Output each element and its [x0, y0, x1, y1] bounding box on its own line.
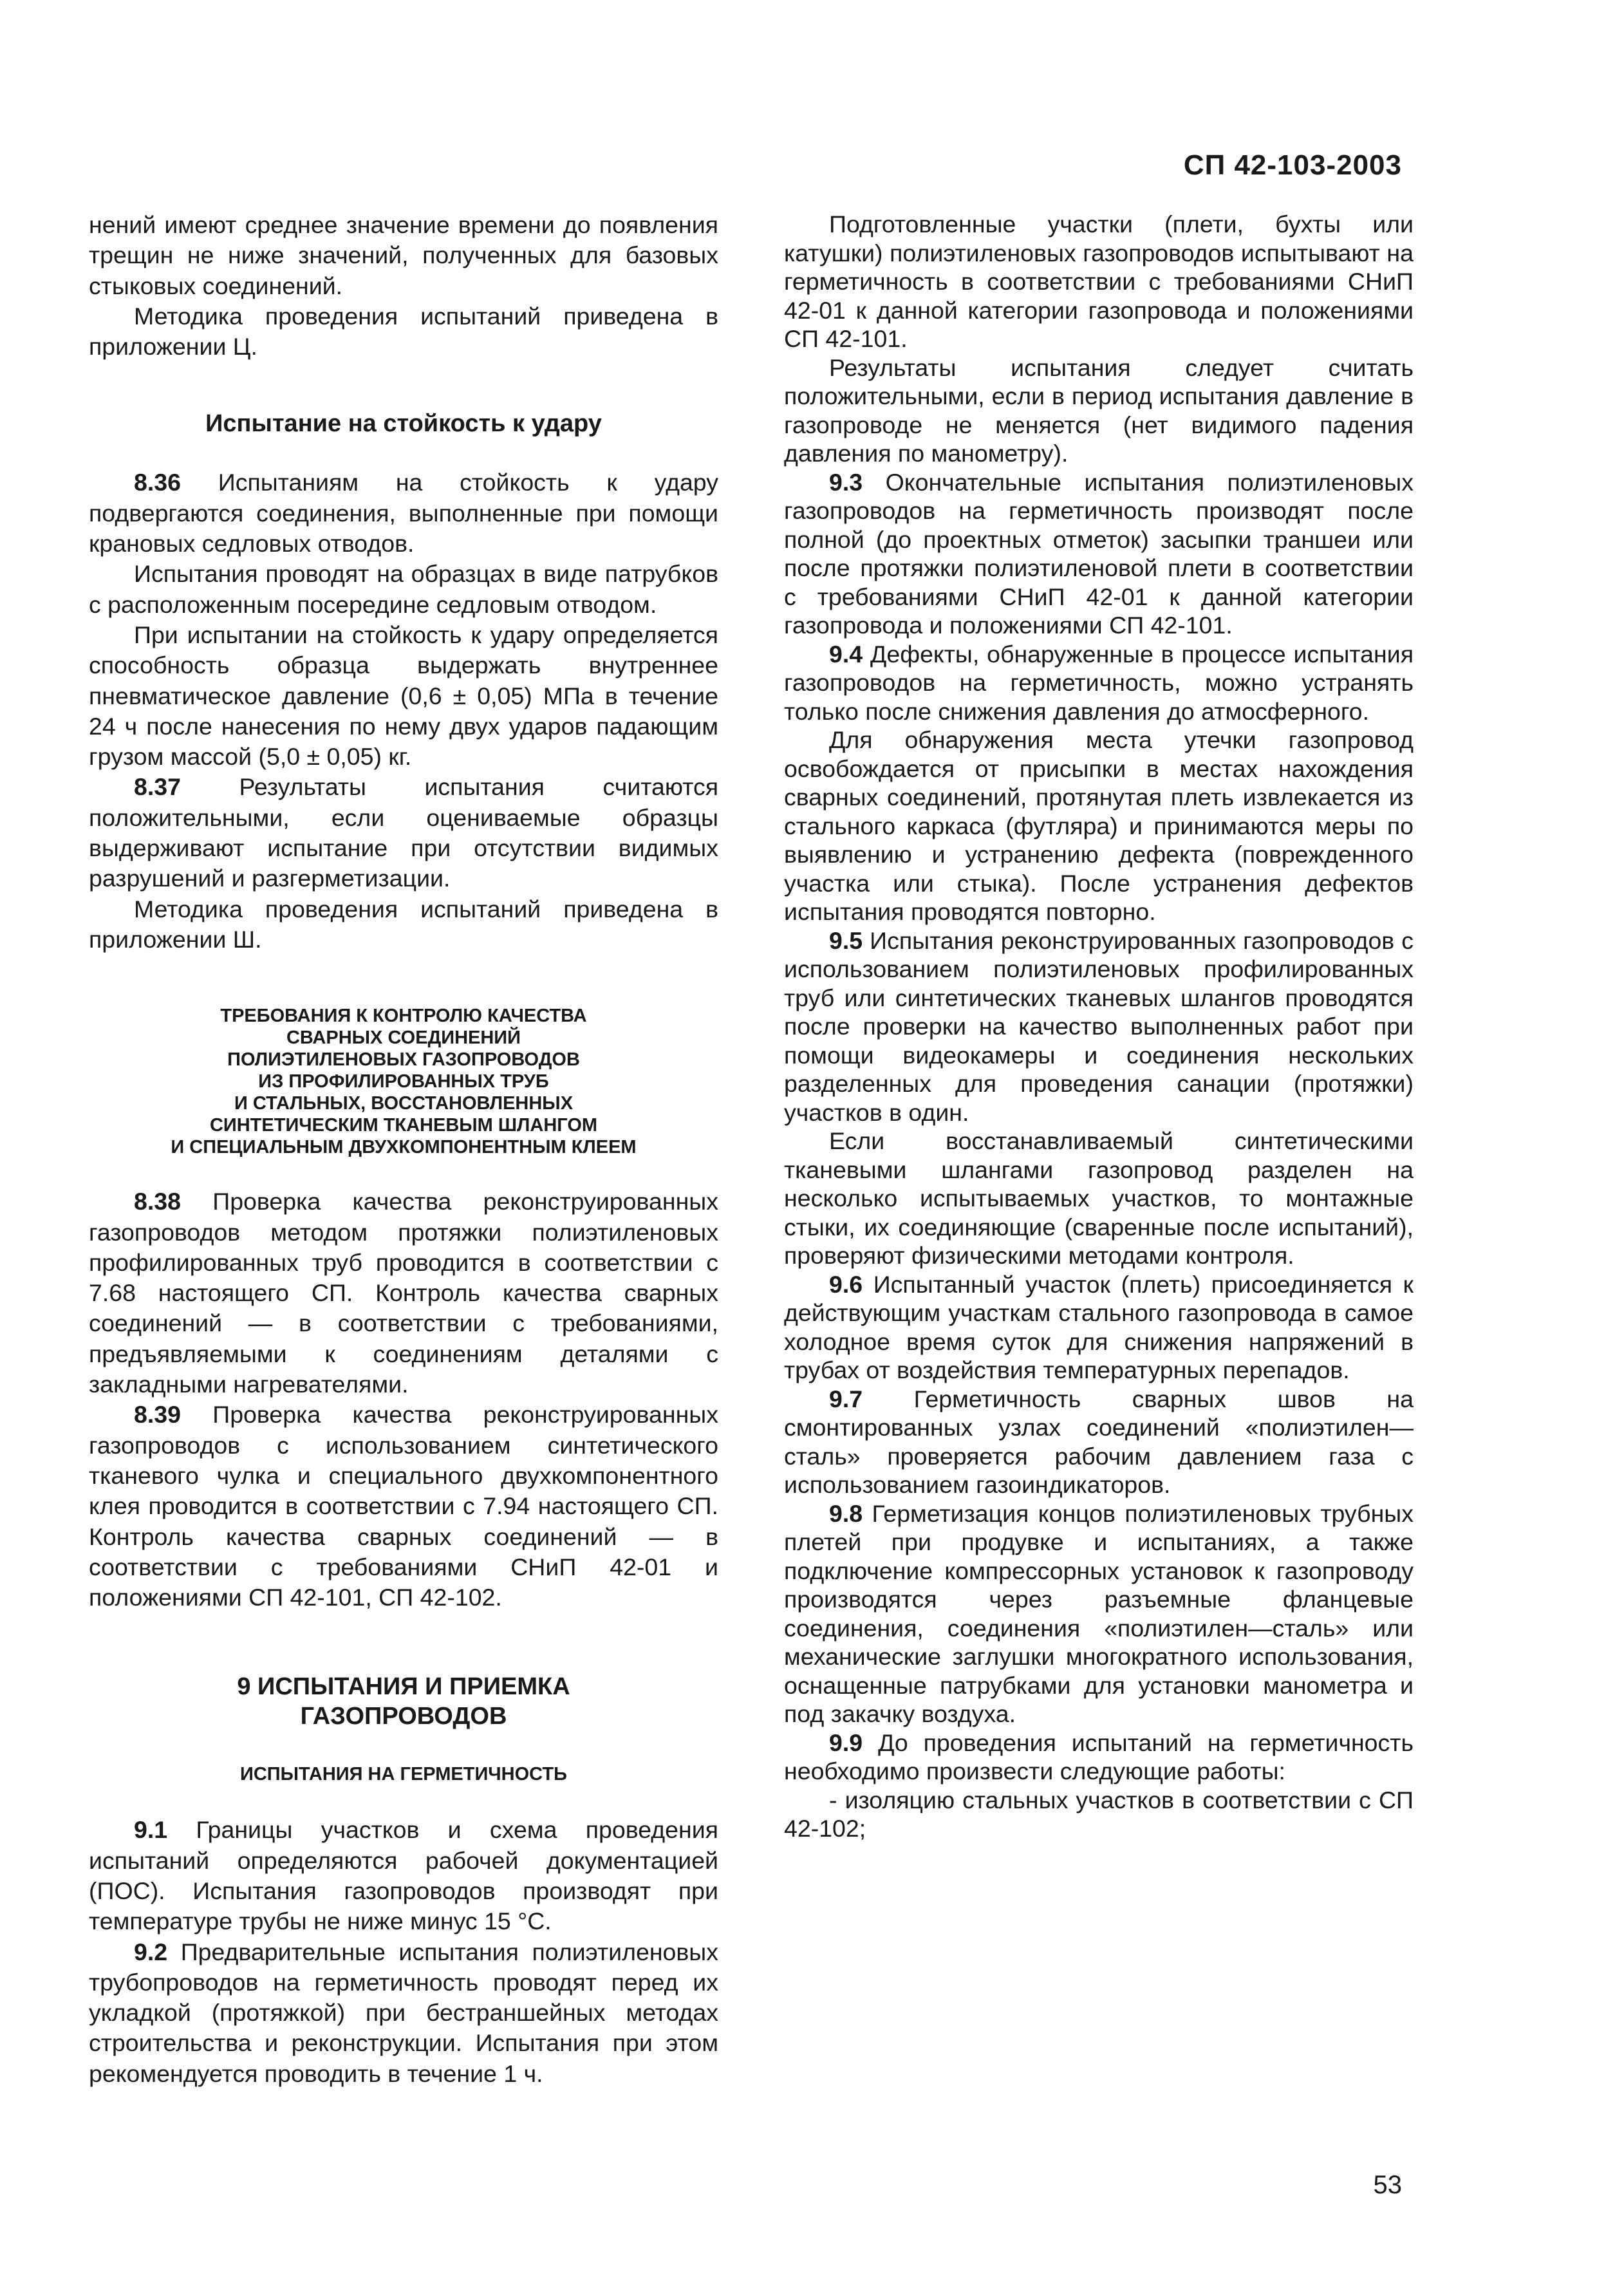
clause-9-2 — [89, 1937, 718, 2089]
page-number: 53 — [1373, 2171, 1402, 2199]
clause-text: Испытанный участок (плеть) присоединяется к действующим участкам стального газопровода в самое холодное время суток для снижения напряжений в трубах от воздействия температурных перепадов. — [784, 1270, 1414, 1383]
clause-number: 9.8 — [829, 1499, 863, 1527]
heading-line: 9 ИСПЫТАНИЯ И ПРИЕМКА — [237, 1673, 570, 1701]
clause-number: 9.2 — [134, 1938, 168, 1965]
heading-line: ИЗ ПРОФИЛИРОВАННЫХ ТРУБ — [258, 1071, 549, 1092]
heading-line: ГАЗОПРОВОДОВ — [300, 1703, 507, 1730]
heading-line: СИНТЕТИЧЕСКИМ ТКАНЕВЫМ ШЛАНГОМ — [209, 1115, 598, 1136]
clause-number: 8.39 — [134, 1401, 181, 1429]
clause-text: До проведения испытаний на герметичность необходимо произвести следующие работы: — [784, 1729, 1414, 1785]
paragraph: Для обнаружения места утечки газопровод освобождается от присыпки в местах нахождения сварных соединений, протянутая плеть извлекается из стального каркаса (футляра) и принимаются меры по выявлению и устранению дефекта (поврежденного участка или стыка). После устранения дефектов испытания проводятся повторно. — [784, 726, 1414, 925]
clause-9-8 — [784, 1499, 1414, 1729]
clause-number: 9.6 — [829, 1270, 863, 1298]
paragraph: Методика проведения испытаний приведена в приложении Ц. — [89, 302, 718, 361]
paragraph: нений имеют среднее значение времени до появления трещин не ниже значений, полученных для базовых стыковых соединений. — [89, 211, 718, 299]
clause-text: Границы участков и схема проведения испытаний определяются рабочей документацией (ПОС). Испытания газопроводов производят при температуре трубы не ниже минус 15 °С. — [89, 1816, 718, 1935]
paragraph: Методика проведения испытаний приведена в приложении Ш. — [89, 895, 718, 953]
clause-9-9 — [784, 1729, 1414, 1786]
paragraph: Испытания проводят на образцах в виде патрубков с расположенным посередине седловым отводом. — [89, 560, 718, 618]
clause-9-4 — [784, 640, 1414, 726]
clause-number: 9.1 — [134, 1816, 168, 1844]
clause-text: Испытаниям на стойкость к удару подвергаются соединения, выполненные при помощи крановых седловых отводов. — [89, 469, 718, 558]
heading-line: И СПЕЦИАЛЬНЫМ ДВУХКОМПОНЕНТНЫМ КЛЕЕМ — [171, 1137, 637, 1158]
clause-9-1 — [89, 1815, 718, 1936]
document-code: СП 42-103-2003 — [1183, 149, 1402, 181]
left-column — [89, 210, 718, 2089]
clause-number: 9.5 — [829, 926, 863, 954]
clause-text: Герметичность сварных швов на смонтированных узлах соединений «полиэтилен—сталь» проверяется рабочим давлением газа с использованием газоиндикаторов. — [784, 1385, 1414, 1498]
clause-8-36 — [89, 467, 718, 559]
clause-text: Дефекты, обнаруженные в процессе испытания газопроводов на герметичность, можно устранять только после снижения давления до атмосферного. — [784, 640, 1414, 725]
clause-8-38 — [89, 1186, 718, 1400]
clause-text: Предварительные испытания полиэтиленовых трубопроводов на герметичность проводят перед их укладкой (протяжкой) при бестраншейных методах строительства и реконструкции. Испытания при этом рекомендуется проводить в течение 1 ч. — [89, 1938, 719, 2087]
quality-control-heading — [89, 1005, 718, 1158]
paragraph: Подготовленные участки (плети, бухты или катушки) полиэтиленовых газопроводов испытывают на герметичность в соответствии с требованиями СНиП 42-01 к данной категории газопровода и положениями СП 42-101. — [784, 211, 1414, 352]
right-column — [784, 210, 1414, 1843]
subsection-heading-impact: Испытание на стойкость к удару — [205, 410, 602, 438]
section-9-heading — [89, 1672, 718, 1731]
clause-9-7 — [784, 1385, 1414, 1499]
clause-9-6 — [784, 1270, 1414, 1385]
clause-number: 8.36 — [134, 469, 181, 496]
clause-9-5 — [784, 926, 1414, 1127]
paragraph: - изоляцию стальных участков в соответствии с СП 42-102; — [784, 1786, 1414, 1842]
clause-number: 9.7 — [829, 1385, 863, 1412]
clause-text: Герметизация концов полиэтиленовых трубных плетей при продувке и испытаниях, а также подключение компрессорных установок к газопроводу производятся через разъемные фланцевые соединения, соединения «полиэтилен—сталь» или механические заглушки многократного использования, оснащенные патрубками для установки манометра и под закачку воздуха. — [784, 1499, 1414, 1727]
clause-text: Проверка качества реконструированных газопроводов с использованием синтетического тканевого чулка и специального двухкомпонентного клея проводится в соответствии с 7.94 настоящего СП. Контроль качества сварных соединений — в соответствии с требованиями СНиП 42-01 и положениями СП 42-101, СП 42-102. — [89, 1401, 718, 1611]
clause-8-37 — [89, 772, 718, 894]
heading-line: ТРЕБОВАНИЯ К КОНТРОЛЮ КАЧЕСТВА — [220, 1006, 587, 1027]
paragraph: Если восстанавливаемый синтетическими тканевыми шлангами газопровод разделен на несколько испытываемых участков, то монтажные стыки, их соединяющие (сваренные после испытаний), проверяют физическими методами контроля. — [784, 1127, 1414, 1269]
heading-line: ПОЛИЭТИЛЕНОВЫХ ГАЗОПРОВОДОВ — [227, 1049, 580, 1071]
clause-text: Окончательные испытания полиэтиленовых газопроводов на герметичность производят после полной (до проектных отметок) засыпки траншеи или после протяжки полиэтиленовой плети в соответствии с требованиями СНиП 42-01 к данной категории газопровода и положениями СП 42-101. — [784, 468, 1414, 639]
clause-number: 9.3 — [829, 468, 863, 496]
paragraph: Результаты испытания следует считать положительными, если в период испытания давление в газопроводе не меняется (нет видимого падения давления по манометру). — [784, 353, 1414, 467]
heading-line: И СТАЛЬНЫХ, ВОССТАНОВЛЕННЫХ — [234, 1093, 574, 1114]
paragraph: При испытании на стойкость к удару определяется способность образца выдержать внутреннее пневматическое давление (0,6 ± 0,05) МПа в течение 24 ч после нанесения по нему двух ударов падающим грузом массой (5,0 ± 0,05) кг. — [89, 621, 718, 771]
clause-text: Результаты испытания считаются положительными, если оцениваемые образцы выдерживают испытание при отсутствии видимых разрушений и разгерметизации. — [89, 773, 718, 892]
clause-number: 8.37 — [134, 773, 181, 801]
clause-9-3 — [784, 468, 1414, 640]
clause-number: 9.4 — [829, 640, 863, 668]
clause-number: 9.9 — [829, 1729, 863, 1756]
tightness-tests-heading: ИСПЫТАНИЯ НА ГЕРМЕТИЧНОСТЬ — [240, 1764, 567, 1785]
clause-number: 8.38 — [134, 1188, 181, 1215]
clause-text: Проверка качества реконструированных газопроводов методом протяжки полиэтиленовых профилированных труб проводится в соответствии с 7.68 настоящего СП. Контроль качества сварных соединений — в соответствии с требованиями, предъявляемыми к соединениям деталями с закладными нагревателями. — [89, 1188, 718, 1398]
heading-line: СВАРНЫХ СОЕДИНЕНИЙ — [286, 1027, 521, 1049]
clause-8-39 — [89, 1400, 718, 1613]
clause-text: Испытания реконструированных газопроводов с использованием полиэтиленовых профилированных труб или синтетических тканевых шлангов проводятся после проверки на качество выполненных работ при помощи видеокамеры и соединения нескольких разделенных для проведения санации (протяжки) участков в один. — [784, 926, 1414, 1126]
